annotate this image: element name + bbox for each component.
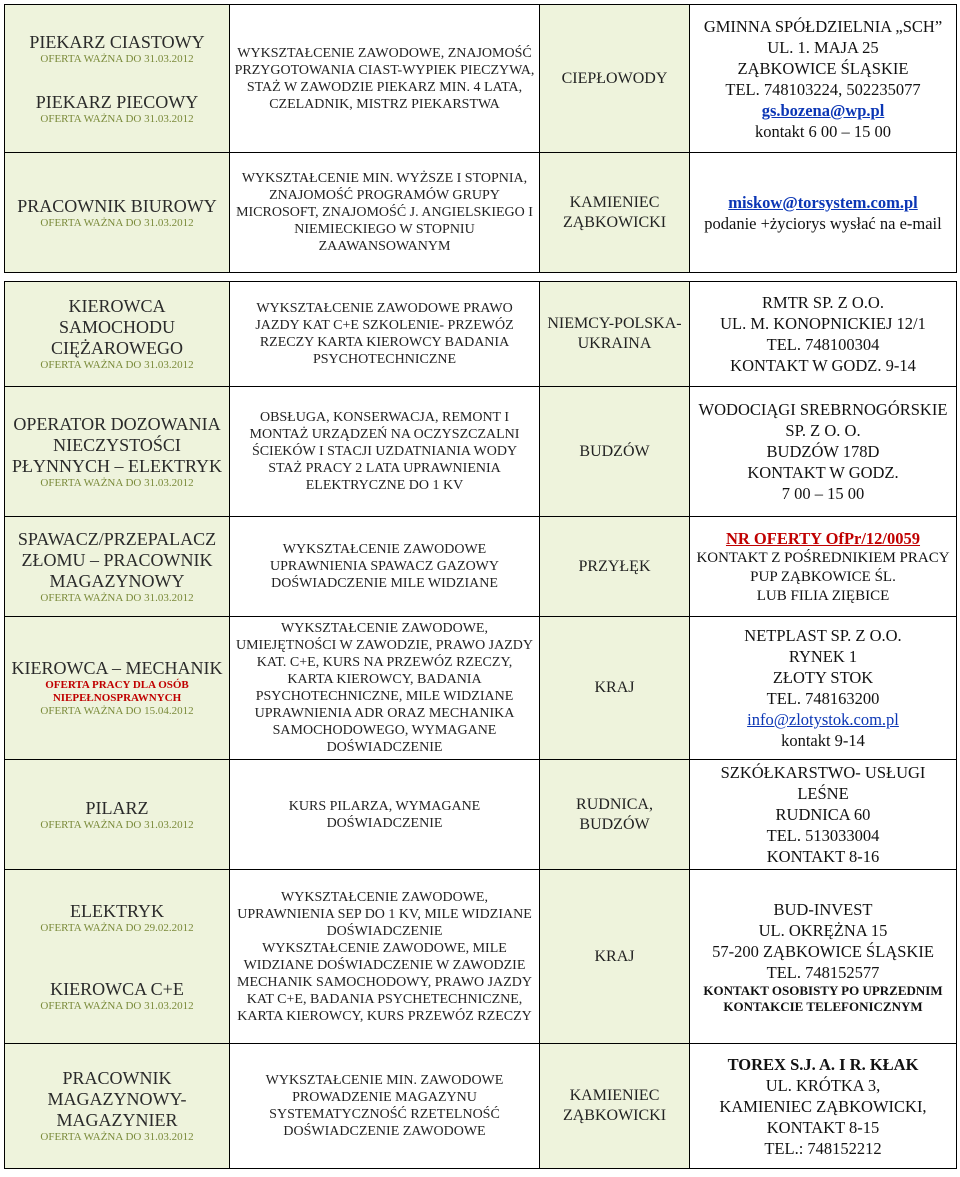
requirements-text: WYKSZTAŁCENIE ZAWODOWE, MILE WIDZIANE DOŚWIADCZENIE W ZAWODZIE MECHANIK SAMOCHODOWY, PRAWO JAZDY KAT C+E, BADANIA PSYCHETECHNICZNE, KARTA KIEROWCY, KURS PRZEWÓZ RZECZY bbox=[237, 940, 532, 1024]
special-offer-note: OFERTA PRACY DLA OSÓB NIEPEŁNOSPRAWNYCH bbox=[45, 679, 189, 704]
location-text: BUDZÓW bbox=[579, 442, 650, 460]
requirements-text: WYKSZTAŁCENIE ZAWODOWE, UMIEJĘTNOŚCI W ZAWODZIE, PRAWO JAZDY KAT. C+E, KURS NA PRZEWÓZ RZECZY, KARTA KIEROWCY, BADANIA PSYCHOTECHNICZNE, MILE WIDZIANE UPRAWNIENIA ADR ORAZ MECHANIKA SAMOCHODOWEGO, WYMAGANE DOŚWIADCZENIE bbox=[235, 621, 534, 755]
offer-validity: OFERTA WAŻNA DO 31.03.2012 bbox=[40, 216, 194, 229]
job-title-cell bbox=[5, 517, 230, 617]
location-text: KAMIENIEC ZĄBKOWICKI bbox=[562, 1087, 667, 1124]
job-title-cell bbox=[5, 153, 230, 273]
employer-contact-note: KONTAKT OSOBISTY PO UPRZEDNIM KONTAKCIE TELEFONICZNYM bbox=[703, 982, 943, 1014]
employer-contact-hours: KONTAKT 8-16 bbox=[766, 847, 880, 866]
employer-contact-hours: kontakt 6 00 – 15 00 bbox=[754, 121, 892, 141]
requirements-cell bbox=[230, 282, 540, 387]
employer-email-link[interactable]: info@zlotystok.com.pl bbox=[747, 710, 899, 729]
location-cell bbox=[540, 1044, 690, 1169]
location-text: PRZYŁĘK bbox=[578, 557, 651, 575]
requirements-cell bbox=[230, 517, 540, 617]
job-title: ELEKTRYK bbox=[70, 900, 164, 921]
employer-name: SZKÓŁKARSTWO- USŁUGI LEŚNE bbox=[720, 763, 926, 803]
employer-email-link[interactable]: gs.bozena@wp.pl bbox=[761, 100, 885, 120]
location-text: RUDNICA, BUDZÓW bbox=[576, 795, 653, 833]
employer-cell bbox=[690, 617, 957, 760]
employer-phone: TEL. 748163200 bbox=[766, 689, 880, 708]
offer-validity: OFERTA WAŻNA DO 31.03.2012 bbox=[40, 818, 194, 831]
employer-phone: TEL.: 748152212 bbox=[764, 1138, 882, 1158]
requirements-cell bbox=[230, 870, 540, 1044]
location-cell bbox=[540, 282, 690, 387]
employer-address: UL. OKRĘŻNA 15 bbox=[758, 920, 888, 940]
employer-address: RYNEK 1 bbox=[788, 647, 858, 666]
employer-city: ZŁOTY STOK bbox=[772, 668, 874, 687]
requirements-text: WYKSZTAŁCENIE MIN. WYŻSZE I STOPNIA, ZNAJOMOŚĆ PROGRAMÓW GRUPY MICROSOFT, ZNAJOMOŚĆ J. ANGIELSKIEGO I NIEMIECKIEGO W STOPNIU ZAAWANSOWANYM bbox=[236, 171, 533, 254]
job-title-cell bbox=[5, 282, 230, 387]
job-title: OPERATOR DOZOWANIA NIECZYSTOŚCI PŁYNNYCH – ELEKTRYK bbox=[12, 413, 222, 476]
employer-contact-hours: 7 00 – 15 00 bbox=[781, 484, 865, 503]
job-title: PRACOWNIK MAGAZYNOWY-MAGAZYNIER bbox=[47, 1068, 187, 1130]
job-title-cell bbox=[5, 5, 230, 153]
employer-name: WODOCIĄGI SREBRNOGÓRSKIE SP. Z O. O. bbox=[698, 400, 948, 440]
employer-phone: TEL. 748152577 bbox=[766, 962, 880, 982]
location-text: NIEMCY-POLSKA-UKRAINA bbox=[547, 315, 682, 352]
requirements-cell bbox=[230, 1044, 540, 1169]
requirements-text: WYKSZTAŁCENIE ZAWODOWE, ZNAJOMOŚĆ PRZYGOTOWANIA CIAST-WYPIEK PIECZYWA, STAŻ W ZAWODZIE PIEKARZ MIN. 4 LATA, CZELADNIK, MISTRZ PIEKARSTWA bbox=[234, 45, 535, 112]
employer-contact-hours: KONTAKT 8-15 bbox=[766, 1117, 880, 1137]
job-title: KIEROWCA SAMOCHODU CIĘŻAROWEGO bbox=[51, 296, 183, 358]
offer-validity: OFERTA WAŻNA DO 31.03.2012 bbox=[40, 1131, 194, 1143]
employer-contact: KONTAKT Z POŚREDNIKIEM PRACY bbox=[696, 549, 950, 566]
job-title-cell bbox=[5, 1044, 230, 1169]
requirements-text: WYKSZTAŁCENIE ZAWODOWE PRAWO JAZDY KAT C+E SZKOLENIE- PRZEWÓZ RZECZY KARTA KIEROWCY BADANIA PSYCHOTECHNICZNE bbox=[255, 301, 514, 367]
table-row bbox=[5, 1044, 957, 1169]
employer-cell bbox=[690, 153, 957, 273]
employer-address: UL. M. KONOPNICKIEJ 12/1 bbox=[720, 314, 926, 333]
location-cell bbox=[540, 760, 690, 870]
requirements-cell bbox=[230, 387, 540, 517]
table-row bbox=[5, 617, 957, 760]
employer-cell bbox=[690, 1044, 957, 1169]
employer-address: UL. 1. MAJA 25 bbox=[767, 37, 879, 57]
offer-validity: OFERTA WAŻNA DO 15.04.2012 bbox=[40, 705, 194, 717]
job-title-cell bbox=[5, 870, 230, 1044]
employer-email-link[interactable]: miskow@torsystem.com.pl bbox=[728, 192, 918, 212]
employer-phone: TEL. 748100304 bbox=[766, 335, 880, 354]
location-cell bbox=[540, 617, 690, 760]
location-text: KRAJ bbox=[594, 679, 635, 696]
job-title-cell bbox=[5, 387, 230, 517]
employer-cell bbox=[690, 760, 957, 870]
employer-phone: TEL. 513033004 bbox=[766, 826, 880, 845]
job-title: KIEROWCA – MECHANIK bbox=[11, 658, 223, 678]
table-row bbox=[5, 517, 957, 617]
job-title: PIEKARZ CIASTOWY bbox=[29, 31, 205, 52]
offer-validity: OFERTA WAŻNA DO 31.03.2012 bbox=[40, 591, 194, 604]
job-offers-table-1 bbox=[4, 4, 957, 273]
employer-name: NETPLAST SP. Z O.O. bbox=[744, 626, 902, 645]
employer-contact-label: KONTAKT W GODZ. bbox=[747, 463, 899, 482]
employer-branch: LUB FILIA ZIĘBICE bbox=[756, 587, 890, 604]
table-row bbox=[5, 282, 957, 387]
table-row bbox=[5, 153, 957, 273]
employer-contact-hours: KONTAKT W GODZ. 9-14 bbox=[730, 356, 916, 375]
employer-phone: TEL. 748103224, 502235077 bbox=[725, 79, 921, 99]
job-title: PILARZ bbox=[85, 797, 149, 818]
employer-cell bbox=[690, 517, 957, 617]
location-cell bbox=[540, 153, 690, 273]
requirements-text: KURS PILARZA, WYMAGANE DOŚWIADCZENIE bbox=[288, 798, 481, 831]
offer-number: NR OFERTY OfPr/12/0059 bbox=[725, 528, 921, 548]
offer-validity: OFERTA WAŻNA DO 31.03.2012 bbox=[40, 359, 194, 371]
job-title-cell bbox=[5, 617, 230, 760]
employer-city: ZĄBKOWICE ŚLĄSKIE bbox=[737, 58, 909, 78]
employer-contact-hours: kontakt 9-14 bbox=[781, 731, 865, 750]
requirements-text: WYKSZTAŁCENIE ZAWODOWE UPRAWNIENIA SPAWACZ GAZOWY DOŚWIADCZENIE MILE WIDZIANE bbox=[269, 542, 500, 591]
employer-city: KAMIENIEC ZĄBKOWICKI, bbox=[719, 1096, 927, 1116]
employer-name: TOREX S.J. A. I R. KŁAK bbox=[727, 1054, 919, 1074]
employer-city: 57-200 ZĄBKOWICE ŚLĄSKIE bbox=[712, 941, 934, 961]
offer-validity: OFERTA WAŻNA DO 31.03.2012 bbox=[40, 112, 194, 125]
requirements-cell bbox=[230, 153, 540, 273]
table-row bbox=[5, 387, 957, 517]
requirements-text: WYKSZTAŁCENIE MIN. ZAWODOWE PROWADZENIE MAGAZYNU SYSTEMATYCZNOŚĆ RZETELNOŚĆ DOŚWIADCZENIE ZAWODOWE bbox=[265, 1073, 504, 1139]
employer-name: GMINNA SPÓŁDZIELNIA „SCH” bbox=[703, 16, 943, 36]
job-title: PIEKARZ PIECOWY bbox=[35, 91, 199, 112]
requirements-cell bbox=[230, 617, 540, 760]
location-text: KRAJ bbox=[594, 947, 635, 965]
offer-validity: OFERTA WAŻNA DO 31.03.2012 bbox=[40, 999, 194, 1012]
job-title-cell bbox=[5, 760, 230, 870]
location-text: KAMIENIEC ZĄBKOWICKI bbox=[562, 193, 667, 231]
table-row bbox=[5, 870, 957, 1044]
employer-cell bbox=[690, 870, 957, 1044]
location-text: CIEPŁOWODY bbox=[561, 69, 668, 87]
employer-cell bbox=[690, 282, 957, 387]
requirements-cell bbox=[230, 760, 540, 870]
requirements-text: OBSŁUGA, KONSERWACJA, REMONT I MONTAŻ URZĄDZEŃ NA OCZYSZCZALNI ŚCIEKÓW I STACJI UZDATNIANIA WODY STAŻ PRACY 2 LATA UPRAWNIENIA ELEKTRYCZNE DO 1 KV bbox=[249, 410, 520, 493]
requirements-text: WYKSZTAŁCENIE ZAWODOWE, UPRAWNIENIA SEP DO 1 KV, MILE WIDZIANE DOŚWIADCZENIE bbox=[237, 889, 532, 939]
table-row bbox=[5, 760, 957, 870]
job-offers-table-2 bbox=[4, 281, 957, 1169]
employer-name: RMTR SP. Z O.O. bbox=[762, 293, 884, 312]
job-title: KIEROWCA C+E bbox=[50, 978, 184, 999]
employer-contact-note: podanie +życiorys wysłać na e-mail bbox=[704, 213, 942, 233]
offer-validity: OFERTA WAŻNA DO 31.03.2012 bbox=[40, 476, 194, 489]
location-cell bbox=[540, 870, 690, 1044]
employer-office: PUP ZĄBKOWICE ŚL. bbox=[750, 568, 896, 585]
offer-validity: OFERTA WAŻNA DO 29.02.2012 bbox=[40, 921, 194, 934]
employer-address: UL. KRÓTKA 3, bbox=[765, 1075, 881, 1095]
employer-address: BUDZÓW 178D bbox=[766, 442, 880, 461]
job-title: SPAWACZ/PRZEPALACZ ZŁOMU – PRACOWNIK MAGAZYNOWY bbox=[17, 528, 217, 591]
table-row bbox=[5, 5, 957, 153]
employer-cell bbox=[690, 387, 957, 517]
employer-address: RUDNICA 60 bbox=[775, 805, 871, 824]
location-cell bbox=[540, 5, 690, 153]
job-title: PRACOWNIK BIUROWY bbox=[17, 195, 217, 216]
location-cell bbox=[540, 517, 690, 617]
employer-cell bbox=[690, 5, 957, 153]
requirements-cell bbox=[230, 5, 540, 153]
location-cell bbox=[540, 387, 690, 517]
offer-validity: OFERTA WAŻNA DO 31.03.2012 bbox=[40, 52, 194, 65]
employer-name: BUD-INVEST bbox=[773, 899, 873, 919]
